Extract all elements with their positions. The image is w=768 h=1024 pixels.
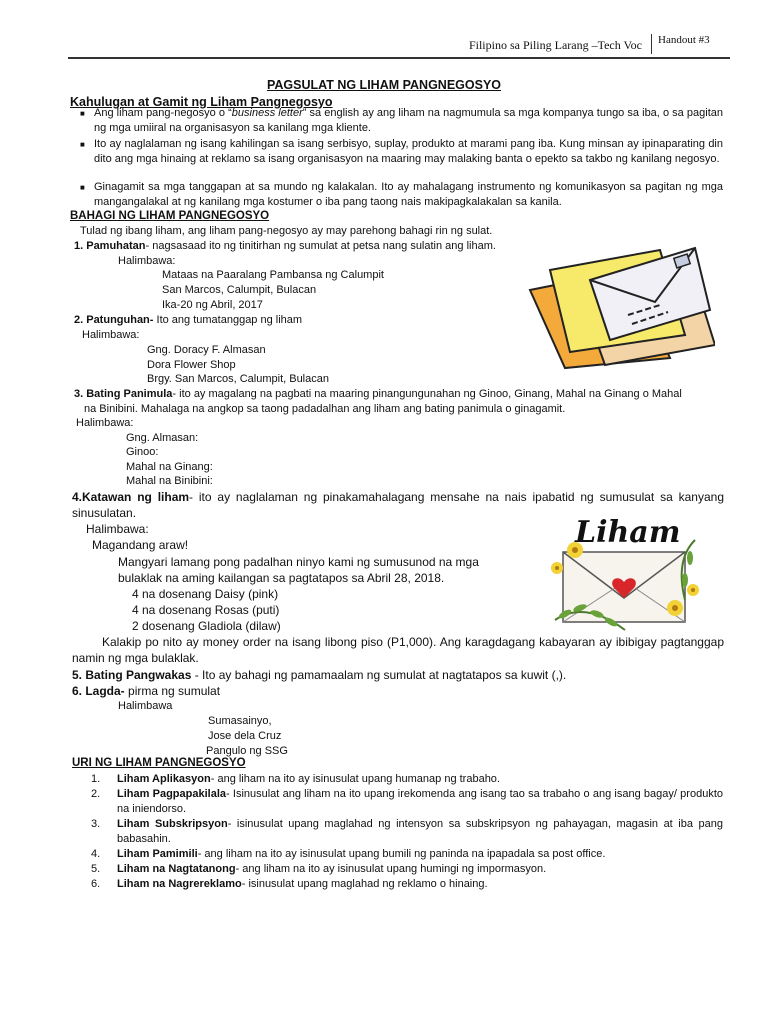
part-6-line: Jose dela Cruz [208,730,282,742]
part-4-body: Mangyari lamang pong padalhan ninyo kami ng sumusunod na mga [118,555,479,569]
part-1-example-label: Halimbawa: [118,255,176,267]
kahulugan-bullet-2: ■ Ito ay naglalaman ng isang kahilingan sa isang serbisyo, suplay, produkto at marami pang iba. Kung minsan ay ipinaparating din dito ang mga hinaing at reklamo sa isang organisasyon na maaring may malaking banta o epekto sa takbo ng kanilang negosyo. [80,138,723,165]
part-1: 1. Pamuhatan- nagsasaad ito ng tinitirhan ng sumulat at petsa nang sulatin ang liham. [74,240,496,252]
part-4-body: bulaklak na aming kailangan sa pagtatapos sa Abril 28, 2018. [118,571,445,585]
part-6: 6. Lagda- pirma ng sumulat [72,684,221,698]
uri-item-3: 3. Liham Subskripsyon- isinusulat upang maglahad ng intensyon sa subskripsyon ng pahayagan, magasin at iba pang babasahin. [91,818,723,845]
part-3: 3. Bating Panimula- ito ay magalang na pagbati na maaring pinangungunahan ng Ginoo, Ginang, Mahal na Ginang o Mahal [74,388,682,400]
header-rule [68,57,730,59]
part-3-line: Ginoo: [126,446,159,458]
bullet-icon: ■ [80,140,85,149]
part-4: 4.Katawan ng liham- ito ay naglalaman ng pinakamahalagang mensahe na nais ipabatid ng sumusulat sa kanyang sinusulatan. [72,490,724,520]
bullet-icon: ■ [80,183,85,192]
part-4-item: 4 na dosenang Daisy (pink) [132,587,279,601]
part-2: 2. Patunguhan- Ito ang tumatanggap ng liham [74,314,303,326]
uri-heading: URI NG LIHAM PANGNEGOSYO [72,757,246,769]
part-4-example-label: Halimbawa: [86,522,149,536]
part-5: 5. Bating Pangwakas - Ito ay bahagi ng pamamaalam ng sumulat at nagtatapos sa kuwit (,). [72,668,567,682]
part-1-line: Ika-20 ng Abril, 2017 [162,299,263,311]
part-2-example-label: Halimbawa: [82,329,140,341]
uri-item-1: 1. Liham Aplikasyon- ang liham na ito ay isinusulat upang humanap ng trabaho. [91,773,500,785]
kahulugan-bullet-3: ■ Ginagamit sa mga tanggapan at sa mundo ng kalakalan. Ito ay mahalagang instrumento ng komunikasyon sa pagitan ng mga mangangalakal at ng kanilang mga kostumer o iba pang taong nais makipagkalakalan sa kanila. [80,181,723,208]
part-3-line: Gng. Almasan: [126,432,199,444]
part-3-line: Mahal na Ginang: [126,461,213,473]
handout-label: Handout #3 [651,34,728,54]
part-3-example-label: Halimbawa: [76,417,134,429]
part-4-item: 4 na dosenang Rosas (puti) [132,603,280,617]
part-1-line: Mataas na Paaralang Pambansa ng Calumpit [162,269,384,281]
part-6-line: Pangulo ng SSG [206,745,288,757]
part-4-item: 2 dosenang Gladiola (dilaw) [132,619,281,633]
part-4-greeting: Magandang araw! [92,538,189,552]
liham-clipart [545,510,705,640]
page-title: PAGSULAT NG LIHAM PANGNEGOSYO [266,78,502,92]
liham-word: Liham [575,515,681,550]
part-1-line: San Marcos, Calumpit, Bulacan [162,284,317,296]
envelopes-clipart [510,240,715,370]
part-2-line: Brgy. San Marcos, Calumpit, Bulacan [147,373,329,385]
uri-item-6: 6. Liham na Nagrereklamo- isinusulat upang maglahad ng reklamo o hinaing. [91,878,488,890]
uri-item-5: 5. Liham na Nagtatanong- ang liham na ito ay isinusulat upang humingi ng impormasyon. [91,863,547,875]
bullet-icon: ■ [80,109,85,118]
bahagi-heading: BAHAGI NG LIHAM PANGNEGOSYO [70,210,270,222]
course-title: Filipino sa Piling Larang –Tech Voc [468,38,642,52]
uri-item-4: 4. Liham Pamimili- ang liham na ito ay isinusulat upang bumili ng paninda na ipapadala sa post office. [91,848,606,860]
kahulugan-bullet-1: ■ Ang liham pang-negosyo o “business letter” sa english ay ang liham na nagmumula sa mga kompanya tungo sa iba, o sa pagitan ng mga umiiral na organisasyon sa kanilang mga kliente. [80,107,723,134]
bahagi-intro: Tulad ng ibang liham, ang liham pang-negosyo ay may parehong bahagi rin ng sulat. [80,225,493,237]
uri-item-2: 2. Liham Pagpapakilala- Isinusulat ang liham na ito upang irekomenda ang isang tao sa trabaho o ang isang bagay/ produkto na iniendorso. [91,788,723,815]
kahulugan-heading: Kahulugan at Gamit ng Liham Pangnegosyo [70,95,333,109]
part-2-line: Dora Flower Shop [147,359,236,371]
part-6-line: Sumasainyo, [208,715,272,727]
part-6-example-label: Halimbawa [118,700,173,712]
part-4-closing: Kalakip po nito ay money order na isang libong piso (P1,000). Ang karagdagang kabayaran ay ibibigay pagtanggap namin ng mga bulaklak. [72,635,724,665]
part-2-line: Gng. Doracy F. Almasan [147,344,266,356]
part-3-cont: na Binibini. Mahalaga na angkop sa taong padadalhan ang liham ang bating panimula o ginagamit. [84,403,566,415]
part-3-line: Mahal na Binibini: [126,475,213,487]
